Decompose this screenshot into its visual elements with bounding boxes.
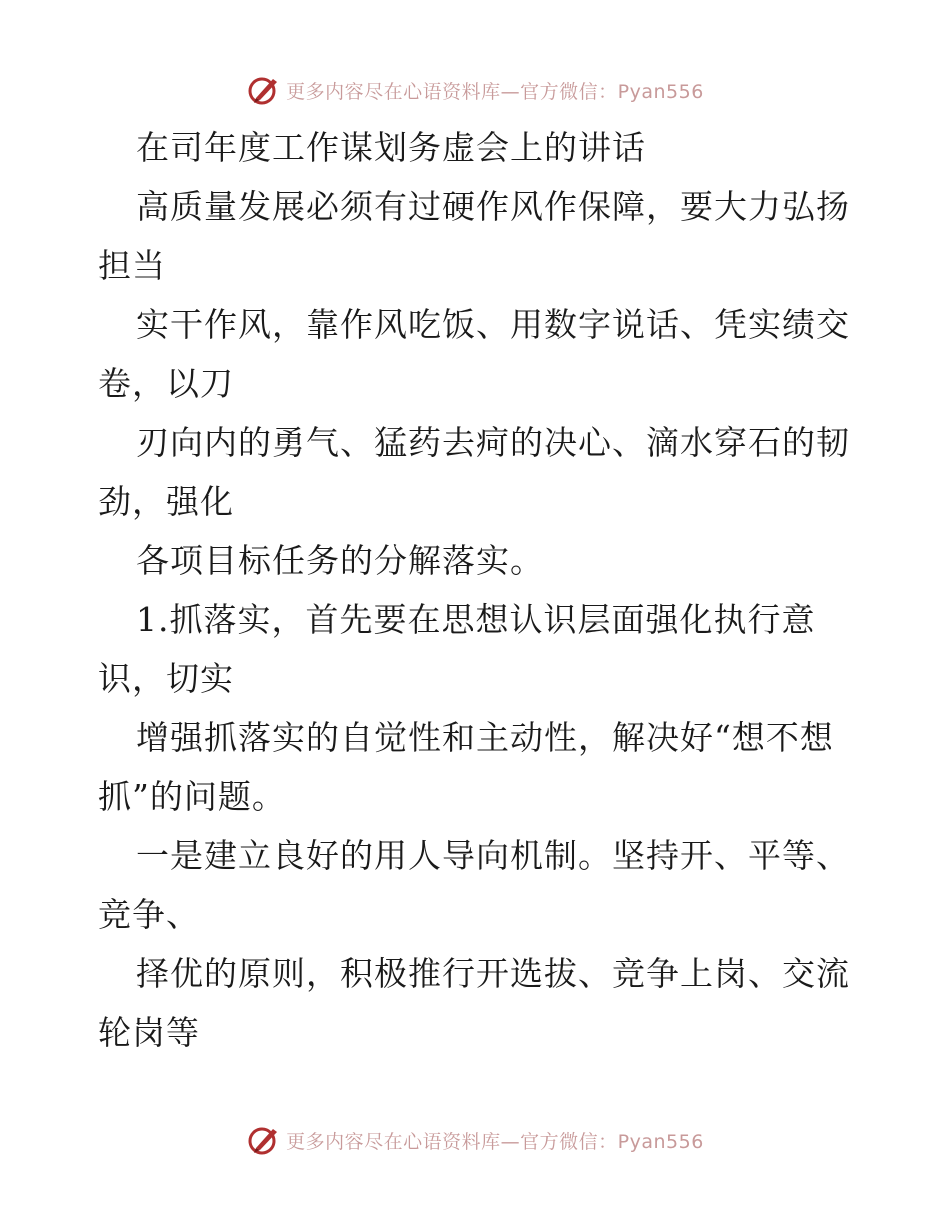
header-banner bbox=[0, 70, 950, 110]
pen-circle-icon bbox=[246, 72, 282, 108]
document-body bbox=[98, 118, 858, 1062]
document-line: 抓”的问题。 bbox=[98, 777, 286, 816]
document-line: 增强抓落实的自觉性和主动性，解决好“想不想 bbox=[136, 718, 834, 757]
document-line: 高质量发展必须有过硬作风作保障，要大力弘扬 bbox=[136, 187, 850, 226]
document-line: 各项目标任务的分解落实。 bbox=[136, 541, 544, 580]
document-line: 卷，以刀 bbox=[98, 364, 234, 403]
document-line: 劲，强化 bbox=[98, 482, 234, 521]
document-line: 刃向内的勇气、猛药去疴的决心、滴水穿石的韧 bbox=[136, 423, 850, 462]
document-line: 在司年度工作谋划务虚会上的讲话 bbox=[136, 128, 646, 167]
document-line: 担当 bbox=[98, 246, 166, 285]
document-line: 识，切实 bbox=[98, 659, 234, 698]
footer-banner bbox=[0, 1120, 950, 1160]
document-line: 1.抓落实，首先要在思想认识层面强化执行意 bbox=[136, 600, 816, 639]
document-line: 实干作风，靠作风吃饭、用数字说话、凭实绩交 bbox=[136, 305, 850, 344]
document-line: 轮岗等 bbox=[98, 1013, 200, 1052]
header-banner-text: 更多内容尽在心语资料库—官方微信：Pyan556 bbox=[286, 80, 704, 103]
document-line: 竞争、 bbox=[98, 895, 200, 934]
document-line: 择优的原则，积极推行开选拔、竞争上岗、交流 bbox=[136, 954, 850, 993]
document-line: 一是建立良好的用人导向机制。坚持开、平等、 bbox=[136, 836, 850, 875]
pen-circle-icon bbox=[246, 1122, 282, 1158]
footer-banner-text: 更多内容尽在心语资料库—官方微信：Pyan556 bbox=[286, 1130, 704, 1153]
